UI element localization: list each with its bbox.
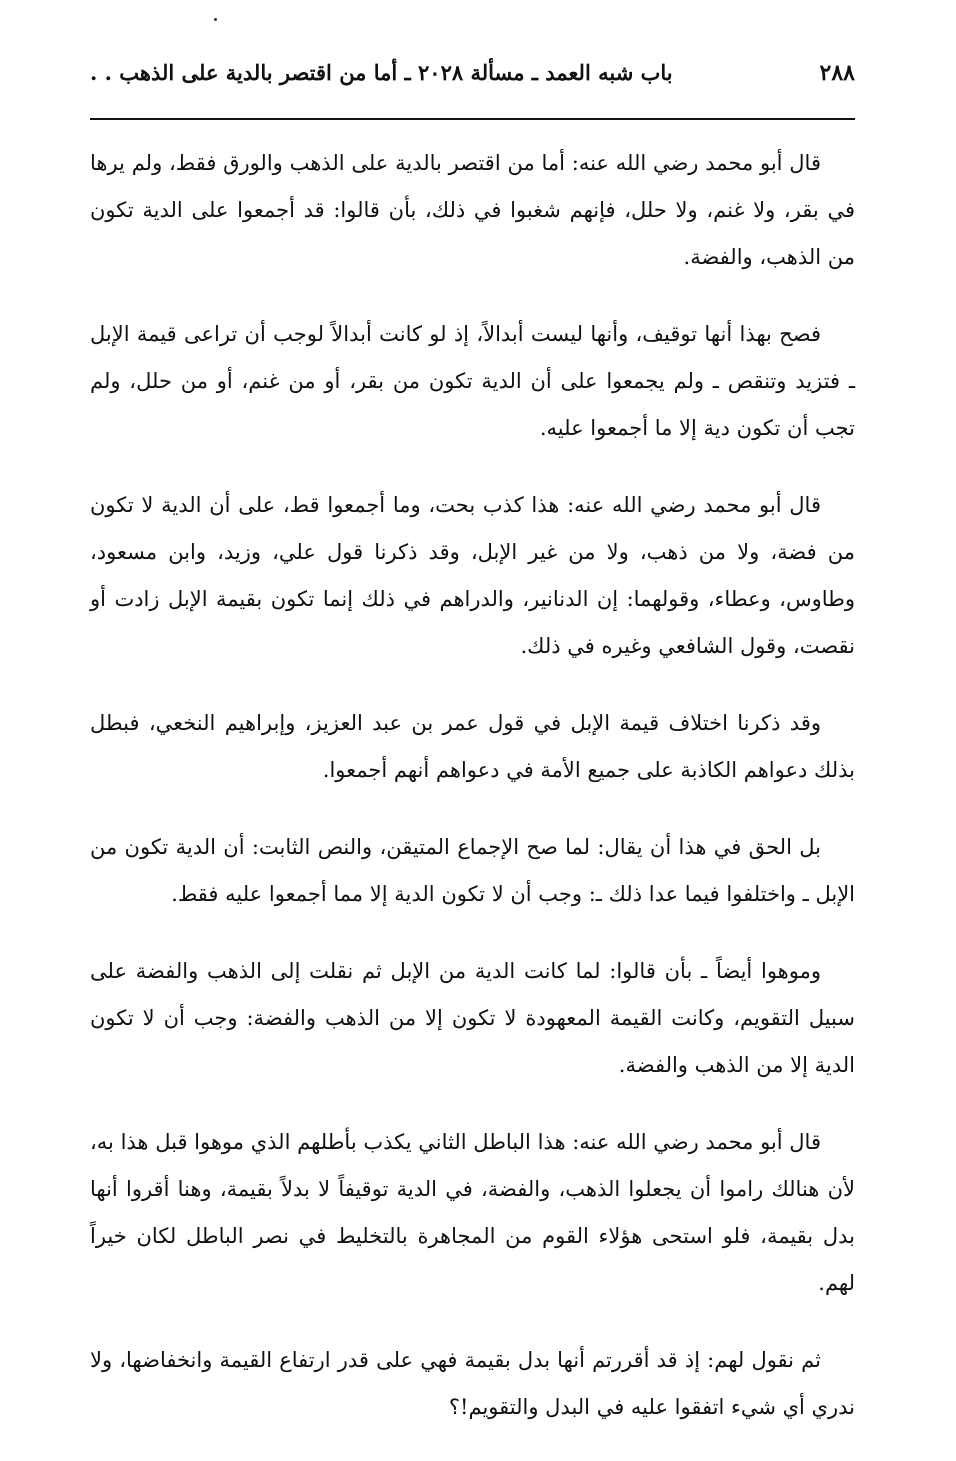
page-number: ٢٨٨ xyxy=(819,60,855,86)
paragraph: ثم نقول لهم: إذ قد أقررتم أنها بدل بقيمة فهي على قدر ارتفاع القيمة وانخفاضها، ولا ندري أي شيء اتفقوا عليه في البدل والتقويم!؟ xyxy=(90,1348,855,1419)
book-page xyxy=(90,60,855,1419)
paragraph: قال أبو محمد رضي الله عنه: هذا الباطل الثاني يكذب بأطلهم الذي موهوا قبل هذا به، لأن هنالك راموا أن يجعلوا الذهب، والفضة، في الدية توقيفاً لا بدلاً بقيمة، وهنا أقروا أنها بدل بقيمة، فلو استحى هؤلاء القوم من المجاهرة بالتخليط في نصر الباطل لكان خيراً لهم. xyxy=(90,1130,855,1295)
paragraph: قال أبو محمد رضي الله عنه: أما من اقتصر بالدية على الذهب والورق فقط، ولم يرها في بقر، ولا غنم، ولا حلل، فإنهم شغبوا في ذلك، بأن قالوا: قد أجمعوا على الدية تكون من الذهب، والفضة. xyxy=(90,151,855,269)
page-header xyxy=(90,60,855,104)
running-title: باب شبه العمد ـ مسألة ٢٠٢٨ ـ أما من اقتصر بالدية على الذهب . . xyxy=(90,60,673,85)
paragraph: فصح بهذا أنها توقيف، وأنها ليست أبدالاً، إذ لو كانت أبدالاً لوجب أن تراعى قيمة الإبل ـ فتزيد وتنقص ـ ولم يجمعوا على أن الدية تكون من بقر، أو من غنم، أو من حلل، ولم تجب أن تكون دية إلا ما أجمعوا عليه. xyxy=(90,322,855,440)
scan-speck xyxy=(214,18,217,21)
paragraph: قال أبو محمد رضي الله عنه: هذا كذب بحت، وما أجمعوا قط، على أن الدية لا تكون من فضة، ولا من ذهب، ولا من غير الإبل، وقد ذكرنا قول علي، وزيد، وابن مسعود، وطاوس، وعطاء، وقولهما: إن الدنانير، والدراهم في ذلك إنما تكون بقيمة الإبل زادت أو نقصت، وقول الشافعي وغيره في ذلك. xyxy=(90,493,855,658)
header-rule xyxy=(90,118,855,120)
paragraph: بل الحق في هذا أن يقال: لما صح الإجماع المتيقن، والنص الثابت: أن الدية تكون من الإبل ـ واختلفوا فيما عدا ذلك ـ: وجب أن لا تكون الدية إلا مما أجمعوا عليه فقط. xyxy=(90,835,855,906)
page-body xyxy=(90,140,855,1461)
paragraph: وموهوا أيضاً ـ بأن قالوا: لما كانت الدية من الإبل ثم نقلت إلى الذهب والفضة على سبيل التقويم، وكانت القيمة المعهودة لا تكون إلا من الذهب والفضة: وجب أن لا تكون الدية إلا من الذهب والفضة. xyxy=(90,959,855,1077)
paragraph: وقد ذكرنا اختلاف قيمة الإبل في قول عمر بن عبد العزيز، وإبراهيم النخعي، فبطل بذلك دعواهم الكاذبة على جميع الأمة في دعواهم أنهم أجمعوا. xyxy=(90,711,855,782)
